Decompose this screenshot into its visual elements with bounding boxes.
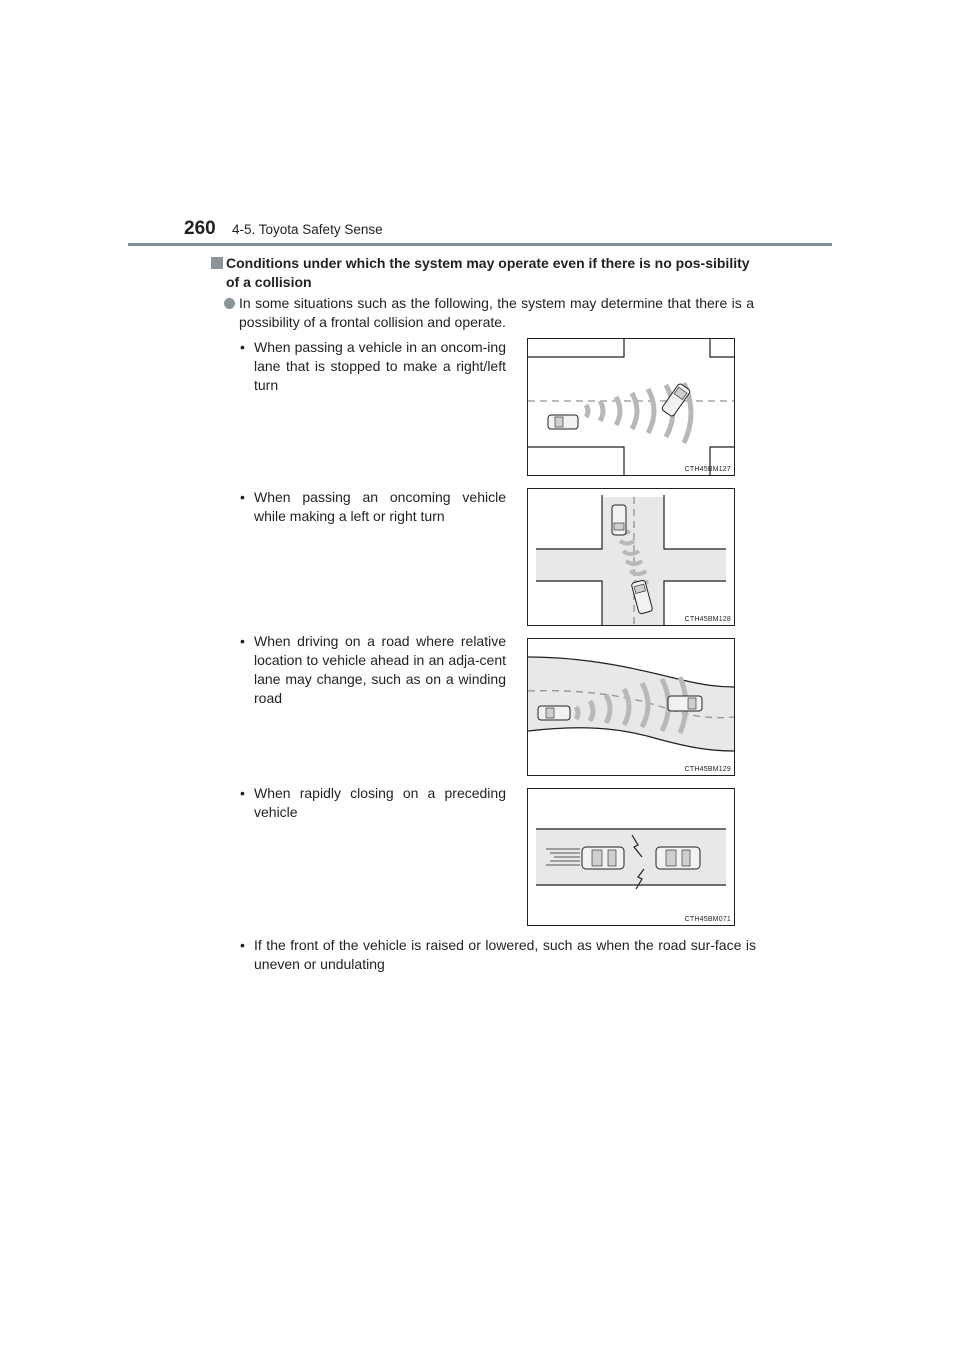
list-item: [240, 338, 506, 395]
rapid-closing-illustration: [528, 789, 734, 925]
circle-bullet-icon: [224, 298, 235, 309]
illustration-winding-road: [527, 638, 735, 776]
list-item: [240, 488, 506, 526]
figure-code: CTH45BM128: [684, 616, 731, 623]
figure-code: CTH45BM127: [684, 466, 731, 473]
section-title: 4-5. Toyota Safety Sense: [232, 222, 383, 237]
item-marker: •: [240, 339, 245, 355]
intro-bullet-text: In some situations such as the following, the system may determine that there is a possibility of a frontal collision and operate.: [239, 295, 754, 330]
item-text: When driving on a road where relative location to vehicle ahead in an adja-cent lane may change, such as on a winding road: [254, 633, 506, 706]
section-heading-text: Conditions under which the system may operate even if there is no pos-sibility of a collision: [226, 255, 750, 290]
item-text: When passing an oncoming vehicle while making a left or right turn: [254, 489, 506, 524]
item-text: If the front of the vehicle is raised or lowered, such as when the road sur-face is uneven or undulating: [254, 937, 756, 972]
intersection-turn-illustration: [528, 489, 734, 625]
illustration-rapid-closing: [527, 788, 735, 926]
item-marker: •: [240, 785, 245, 801]
illustration-turning-past-oncoming: [527, 488, 735, 626]
list-item: [240, 632, 506, 708]
list-item: [240, 784, 506, 822]
figure-code: CTH45BM071: [684, 916, 731, 923]
section-heading: [211, 254, 756, 292]
intersection-stopped-vehicle-illustration: [528, 339, 734, 475]
item-text: When passing a vehicle in an oncom-ing lane that is stopped to make a right/left turn: [254, 339, 506, 393]
item-text: When rapidly closing on a preceding vehicle: [254, 785, 506, 820]
winding-road-illustration: [528, 639, 734, 775]
illustration-oncoming-turn-stopped: [527, 338, 735, 476]
header-rule: [128, 243, 832, 246]
figure-code: CTH45BM129: [684, 766, 731, 773]
item-marker: •: [240, 489, 245, 505]
square-bullet-icon: [211, 257, 223, 269]
intro-bullet: [224, 294, 754, 332]
item-marker: •: [240, 633, 245, 649]
item-marker: •: [240, 937, 245, 953]
list-item: [240, 936, 756, 974]
page-number: 260: [184, 218, 216, 239]
